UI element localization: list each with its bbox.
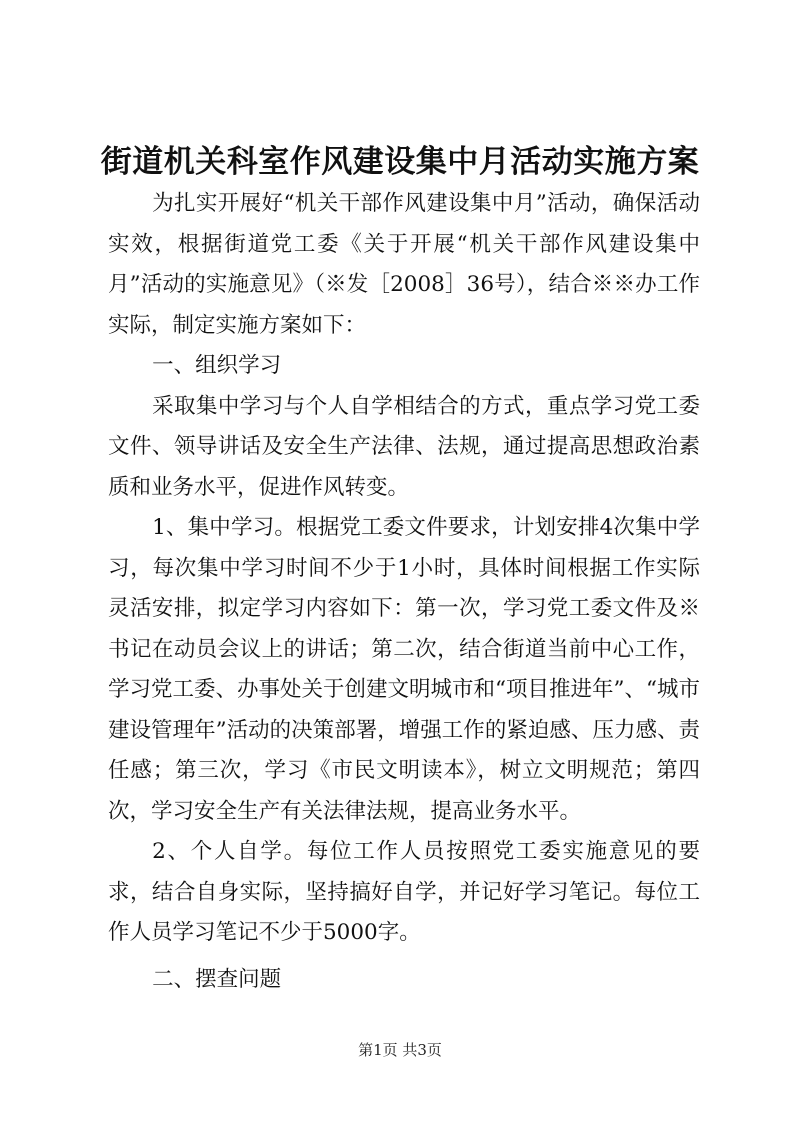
intro-paragraph: 为扎实开展好“机关干部作风建设集中月”活动，确保活动实效，根据街道党工委《关于开展“机关干部作风建设集中月”活动的实施意见》（※发［2008］36号），结合※※办工作实际，制定实施方案如下：: [108, 191, 700, 338]
document-body: [108, 184, 700, 1000]
centralized-study-paragraph: 1、集中学习。根据党工委文件要求，计划安排4次集中学习，每次集中学习时间不少于1小时，具体时间根据工作实际灵活安排，拟定学习内容如下：第一次，学习党工委文件及※书记在动员会议上的讲话；第二次，结合街道当前中心工作，学习党工委、办事处关于创建文明城市和“项目推进年”、“城市建设管理年”活动的决策部署，增强工作的紧迫感、压力感、责任感；第三次，学习《市民文明读本》，树立文明规范；第四次，学习安全生产有关法律法规，提高业务水平。: [108, 515, 700, 824]
organize-study-paragraph: 采取集中学习与个人自学相结合的方式，重点学习党工委文件、领导讲话及安全生产法律、法规，通过提高思想政治素质和业务水平，促进作风转变。: [108, 393, 700, 500]
page-footer: 第1页 共3页: [358, 1041, 442, 1059]
self-study-paragraph: 2、个人自学。每位工作人员按照党工委实施意见的要求，结合自身实际，坚持搞好自学，并记好学习笔记。每位工作人员学习笔记不少于5000字。: [108, 839, 700, 945]
document-title: 街道机关科室作风建设集中月活动实施方案: [100, 144, 700, 180]
section-heading-check-issues: 二、摆查问题: [152, 966, 282, 992]
section-heading-organize-study: 一、组织学习: [152, 353, 282, 378]
